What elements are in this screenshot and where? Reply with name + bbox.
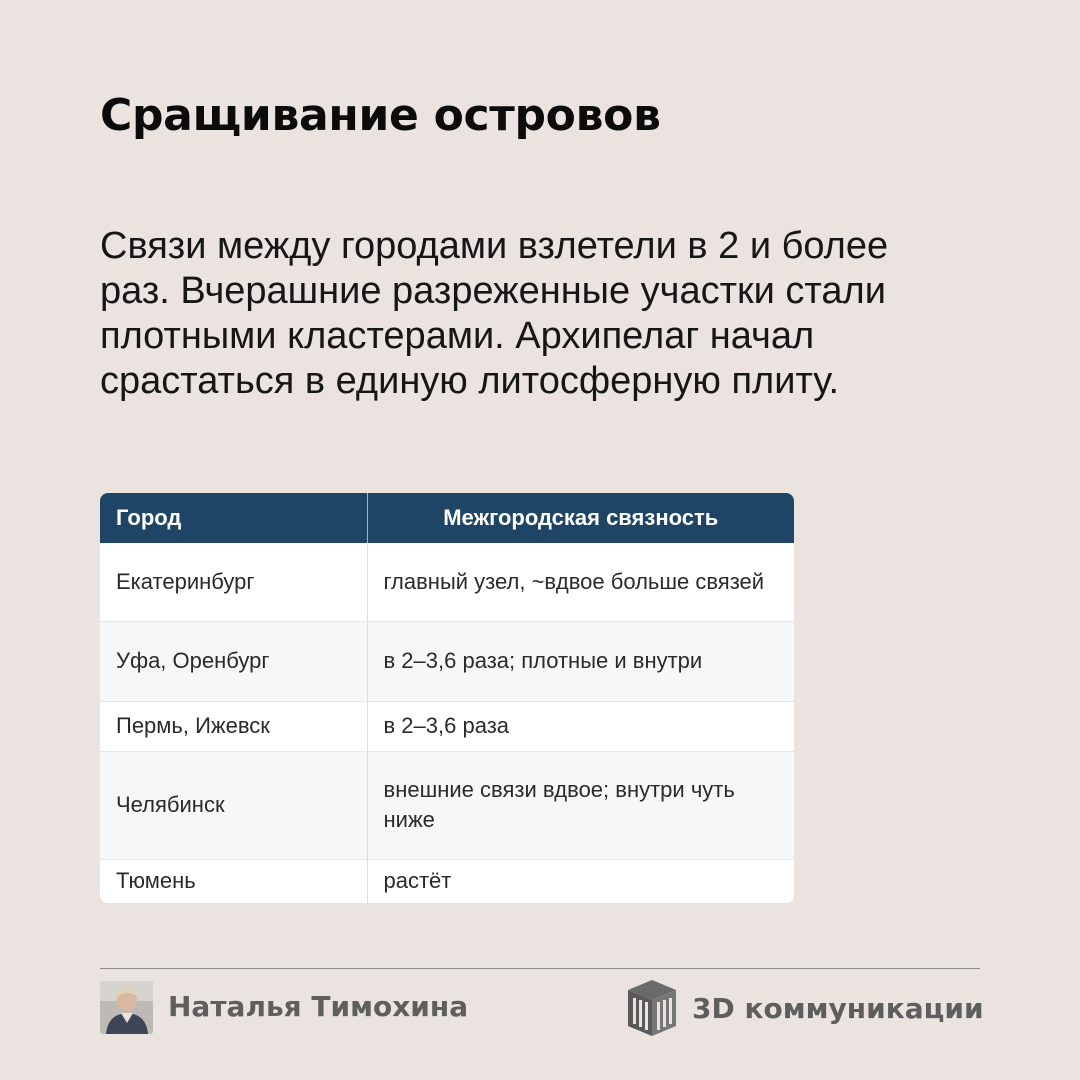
connectivity-table xyxy=(100,493,794,903)
connectivity-cell: в 2–3,6 раза xyxy=(367,701,794,751)
connectivity-cell: в 2–3,6 раза; плотные и внутри xyxy=(367,621,794,701)
table-row xyxy=(100,543,794,621)
header-city: Город xyxy=(100,493,367,543)
header-connectivity: Межгородская связность xyxy=(367,493,794,543)
paragraph-line: раз. Вчерашние разреженные участки стали xyxy=(100,270,886,312)
city-cell: Челябинск xyxy=(100,751,367,859)
city-cell: Екатеринбург xyxy=(100,543,367,621)
connectivity-cell: растёт xyxy=(383,868,452,894)
table-row xyxy=(100,859,794,903)
brand-name: 3D коммуникации xyxy=(692,992,984,1025)
body-paragraph xyxy=(100,224,1000,404)
author-avatar xyxy=(100,981,153,1034)
author-name: Наталья Тимохина xyxy=(168,990,469,1023)
page-title: Сращивание островов xyxy=(100,90,661,141)
table-header-row xyxy=(100,493,794,543)
connectivity-cell: внешние связи вдвое; внутри чуть ниже xyxy=(367,751,794,859)
paragraph-line: плотными кластерами. Архипелаг начал xyxy=(100,315,815,357)
paragraph-line: Связи между городами взлетели в 2 и более xyxy=(100,225,889,267)
table-row xyxy=(100,701,794,751)
table-row xyxy=(100,751,794,859)
paragraph-line: срастаться в единую литосферную плиту. xyxy=(100,360,840,402)
connectivity-cell: главный узел, ~вдвое больше связей xyxy=(367,543,794,621)
cube-building-logo-icon xyxy=(624,978,680,1038)
city-cell: Пермь, Ижевск xyxy=(100,701,367,751)
city-cell: Тюмень xyxy=(100,859,367,903)
footer-divider xyxy=(100,968,980,969)
city-cell: Уфа, Оренбург xyxy=(100,621,367,701)
portrait-photo-icon xyxy=(100,981,153,1034)
table-row xyxy=(100,621,794,701)
connectivity-table-card xyxy=(100,493,794,903)
